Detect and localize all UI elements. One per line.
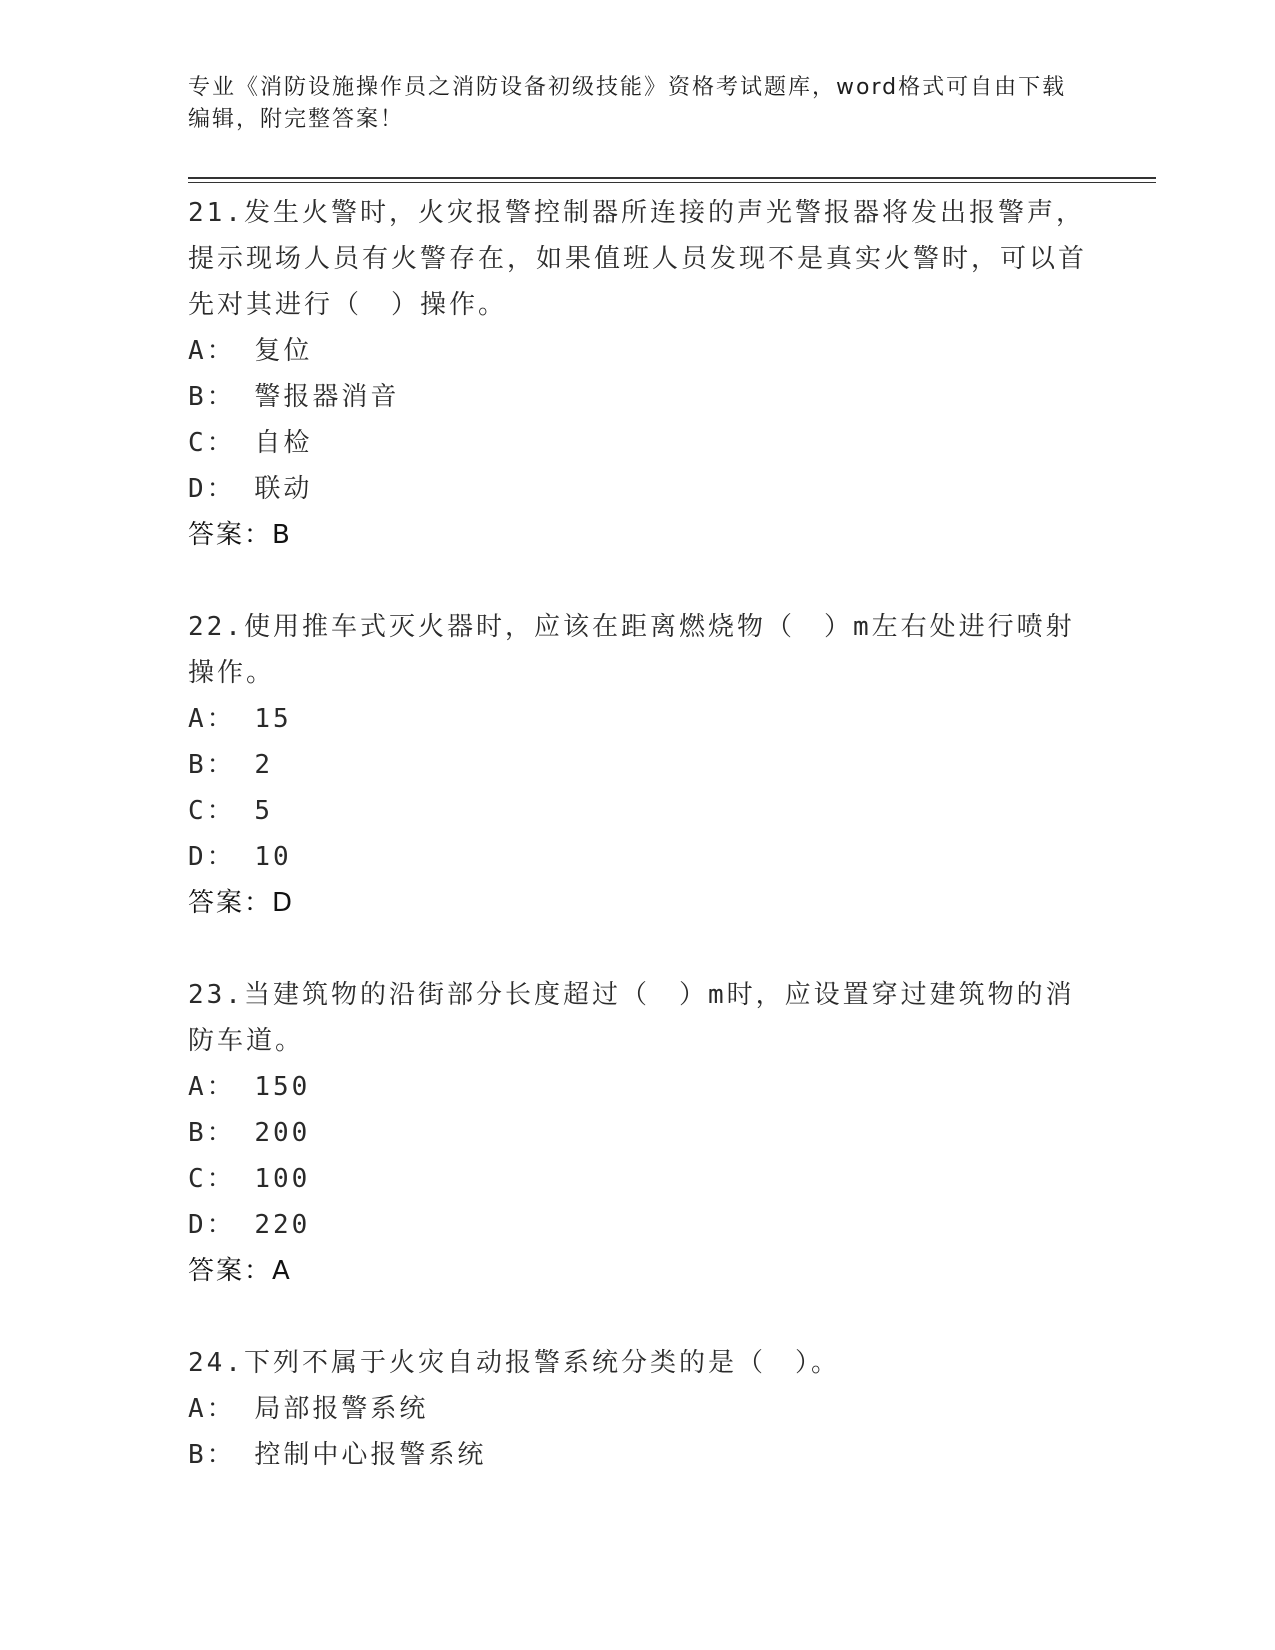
question-21	[188, 190, 1088, 558]
option-value: 复位	[254, 336, 313, 366]
option-value: 2	[254, 750, 273, 780]
question-23	[188, 972, 1088, 1294]
option-value: 自检	[254, 428, 313, 458]
question-number: 22.	[188, 612, 244, 642]
option-value: 220	[254, 1210, 311, 1240]
question-number: 24.	[188, 1348, 244, 1378]
question-22	[188, 604, 1088, 926]
option-value: 局部报警系统	[254, 1394, 429, 1424]
option-key: B：	[188, 382, 236, 412]
question-list	[188, 190, 1088, 1524]
answer-line: 答案：D	[188, 888, 295, 918]
option-b	[188, 1110, 1088, 1156]
option-value: 5	[254, 796, 273, 826]
option-key: B：	[188, 1118, 236, 1148]
question-text	[188, 190, 1088, 328]
option-b	[188, 374, 1088, 420]
option-key: A：	[188, 1394, 236, 1424]
question-text	[188, 604, 1088, 696]
option-b	[188, 1432, 1088, 1478]
option-a	[188, 328, 1088, 374]
option-c	[188, 1156, 1088, 1202]
option-key: D：	[188, 842, 236, 872]
question-body: 下列不属于火灾自动报警系统分类的是（ ）。	[243, 1348, 840, 1378]
option-d	[188, 834, 1088, 880]
question-number: 23.	[188, 980, 244, 1010]
question-text	[188, 972, 1088, 1064]
option-key: C：	[188, 796, 236, 826]
answer-line: 答案：A	[188, 1256, 292, 1286]
option-key: B：	[188, 750, 236, 780]
question-number: 21.	[188, 198, 244, 228]
question-body: 发生火警时，火灾报警控制器所连接的声光警报器将发出报警声，提示现场人员有火警存在，如果值班人员发现不是真实火警时，可以首先对其进行（ ）操作。	[188, 198, 1088, 320]
option-key: C：	[188, 1164, 236, 1194]
option-key: A：	[188, 704, 236, 734]
option-a	[188, 1386, 1088, 1432]
header-divider-thick	[188, 177, 1156, 179]
option-value: 警报器消音	[254, 382, 400, 412]
option-value: 150	[254, 1072, 311, 1102]
question-24	[188, 1340, 1088, 1478]
header-divider-thin	[188, 182, 1156, 183]
option-key: D：	[188, 474, 236, 504]
answer-line: 答案：B	[188, 520, 292, 550]
option-a	[188, 696, 1088, 742]
option-value: 100	[254, 1164, 311, 1194]
option-value: 200	[254, 1118, 311, 1148]
option-d	[188, 1202, 1088, 1248]
option-value: 15	[254, 704, 292, 734]
option-b	[188, 742, 1088, 788]
option-key: A：	[188, 336, 236, 366]
question-body: 使用推车式灭火器时，应该在距离燃烧物（ ）m左右处进行喷射操作。	[188, 612, 1075, 688]
question-text	[188, 1340, 1088, 1386]
option-c	[188, 788, 1088, 834]
document-header: 专业《消防设施操作员之消防设备初级技能》资格考试题库，word格式可自由下载编辑，附完整答案！	[188, 75, 1067, 132]
question-body: 当建筑物的沿街部分长度超过（ ）m时，应设置穿过建筑物的消防车道。	[188, 980, 1075, 1056]
option-value: 10	[254, 842, 292, 872]
option-a	[188, 1064, 1088, 1110]
option-value: 控制中心报警系统	[254, 1440, 487, 1470]
option-d	[188, 466, 1088, 512]
option-key: B：	[188, 1440, 236, 1470]
option-value: 联动	[254, 474, 313, 504]
option-c	[188, 420, 1088, 466]
option-key: C：	[188, 428, 236, 458]
option-key: D：	[188, 1210, 236, 1240]
option-key: A：	[188, 1072, 236, 1102]
